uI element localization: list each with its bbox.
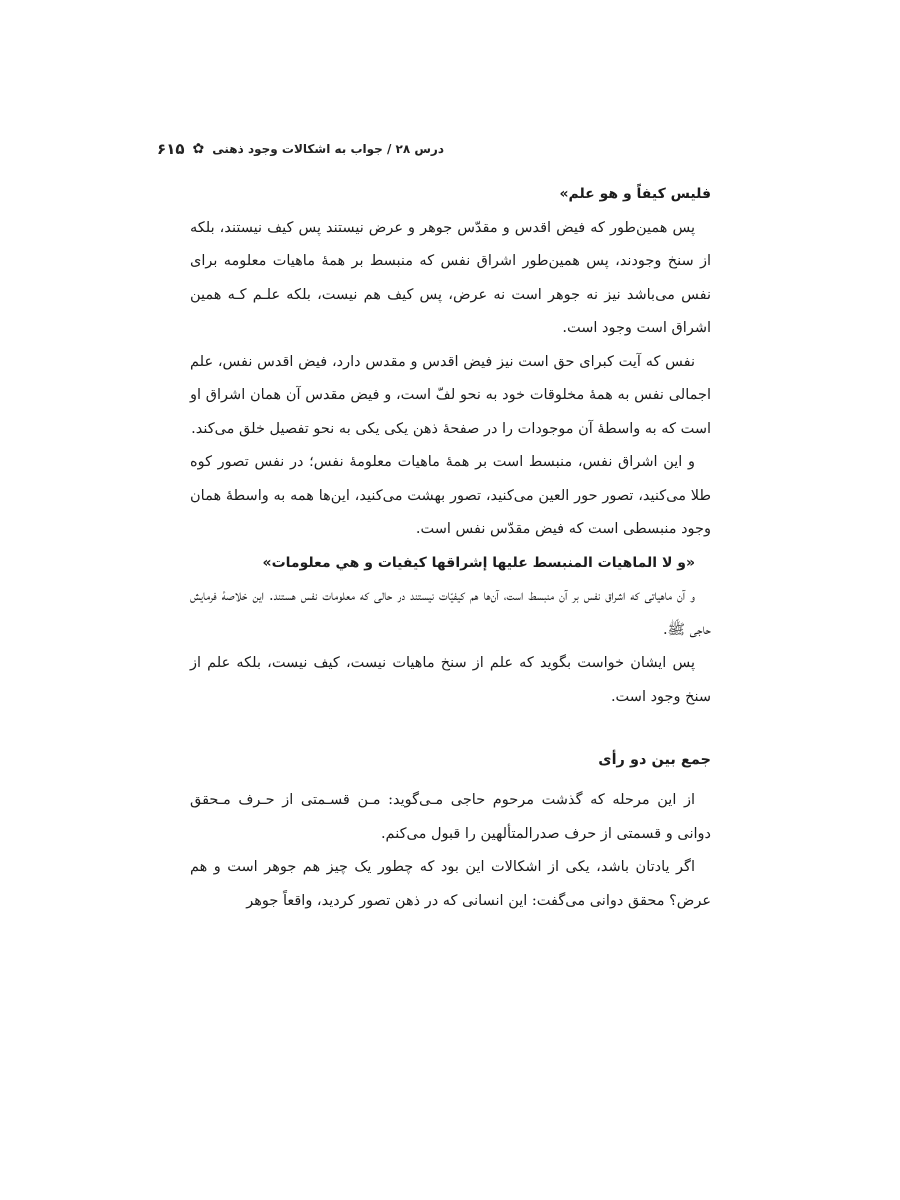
arabic-quote-2: «و لا الماهیات المنبسط علیها إشراقها کیفیات و هي معلومات»	[262, 554, 695, 571]
paragraph-2: نفس که آیت کبرای حق است نیز فیض اقدس و مقدس دارد، فیض اقدس نفس، علم اجمالی نفس به همهٔ مخلوقات خود به نحو لفّ است، و فیض مقدس آن همان اشراق او است که به واسطهٔ آن موجودات را در صفحهٔ ذهن یکی یکی به نحو تفصیل خلق می‌کند.	[190, 353, 711, 437]
arabic-quote-1: فلیس کیفاً و هو علم»	[559, 186, 711, 202]
paragraph-3: و این اشراق نفس، منبسط است بر همهٔ ماهیات معلومهٔ نفس؛ در نفس تصور کوه طلا می‌کنید، تصور حور العین می‌کنید، تصور بهشت می‌کنید، این‌ها همه به واسطهٔ همان وجود منبسطی است که فیض مقدّس نفس است.	[190, 454, 711, 537]
running-header	[157, 138, 444, 160]
paragraph-4: و آن ماهیاتی که اشراق نفس بر آن منبسط است، آن‌ها هم کیفیّات نیستند در حالی که معلومات نفس هستند. این خلاصهٔ فرمایش حاجی ﷺ.	[190, 588, 711, 638]
paragraph-7: اگر یادتان باشد، یکی از اشکالات این بود که چطور یک چیز هم جوهر است و هم عرض؟ محقق دوانی می‌گفت: این انسانی که در ذهن تصور کردید، واقعاً جوهر	[190, 859, 711, 909]
chapter-title: درس ۲۸ / جواب به اشکالات وجود ذهنی	[212, 142, 444, 156]
section-heading: جمع بین دو رأی	[598, 752, 711, 768]
paragraph-6: از این مرحله که گذشت مرحوم حاجی مـی‌گوید: مـن قسـمتی از حـرف مـحقق دوانی و قسمتی از حرف صدرالمتألهین را قبول می‌کنم.	[190, 792, 711, 842]
flower-ornament-icon: ✿	[192, 141, 205, 157]
page-number: ۶۱۵	[157, 140, 185, 158]
paragraph-5: پس ایشان خواست بگوید که علم از سنخ ماهیات نیست، کیف نیست، بلکه علم از سنخ وجود است.	[190, 655, 711, 705]
paragraph-1: پس همین‌طور که فیض اقدس و مقدّس جوهر و عرض نیستند پس کیف نیستند، بلکه از سنخ وجودند، پس همین‌طور اشراق نفس که منبسط بر همهٔ ماهیات معلومه برای نفس می‌باشد نیز نه جوهر است نه عرض، پس کیف هم نیست، بلکه علـم کـه همین اشراق است وجود است.	[190, 219, 711, 336]
page-body	[190, 178, 711, 918]
